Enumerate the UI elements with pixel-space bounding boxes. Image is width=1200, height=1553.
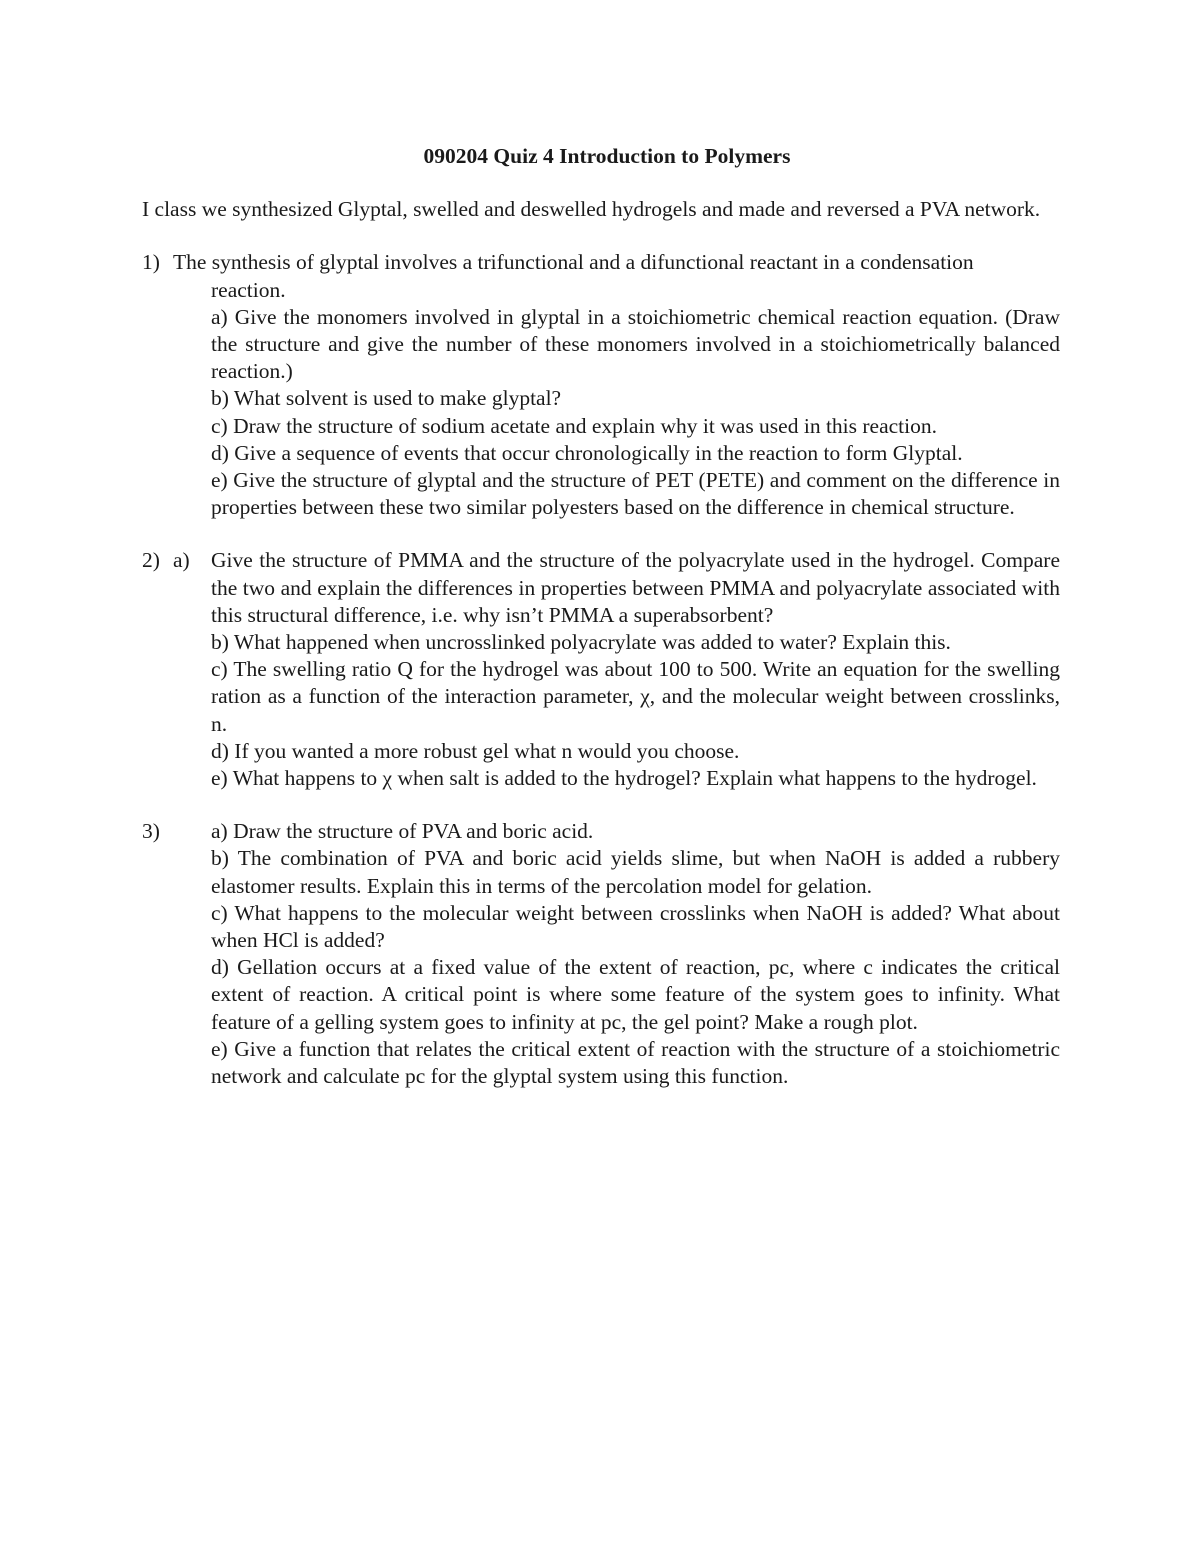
question-part-c: c) The swelling ratio Q for the hydrogel was about 100 to 500. Write an equation for the swelling ration as a function of the interaction parameter, χ, and the molecular weight between crosslinks, n. [211, 657, 1060, 736]
question-part-d: d) If you wanted a more robust gel what n would you choose. [211, 738, 740, 763]
question-part-d: d) Give a sequence of events that occur chronologically in the reaction to form Glyptal. [211, 440, 963, 465]
question-part-c: c) Draw the structure of sodium acetate and explain why it was used in this reaction. [211, 413, 937, 438]
question-part-e: e) What happens to χ when salt is added to the hydrogel? Explain what happens to the hydrogel. [211, 766, 1037, 791]
page-title: 090204 Quiz 4 Introduction to Polymers [423, 144, 791, 168]
question-part-e: e) Give the structure of glyptal and the structure of PET (PETE) and comment on the difference in properties between these two similar polyesters based on the difference in chemical structure. [211, 468, 1060, 520]
question-part-a: Give the structure of PMMA and the structure of the polyacrylate used in the hydrogel. Compare the two and explain the differences in properties between PMMA and polyacrylate associated with this structural difference, i.e. why isn’t PMMA a superabsorbent? [211, 548, 1060, 627]
question-parts [142, 304, 1060, 522]
question-part-b: b) What solvent is used to make glyptal? [211, 386, 562, 411]
question-part-e: e) Give a function that relates the critical extent of reaction with the structure of a stoichiometric network and calculate pc for the glyptal system using this function. [211, 1036, 1060, 1089]
question-2 [142, 547, 1060, 792]
question-number: 3) [142, 819, 160, 844]
question-number: 1) [142, 250, 160, 275]
question-stem: The synthesis of glyptal involves a trifunctional and a difunctional reactant in a condensation [173, 250, 974, 275]
question-number: 2) [142, 548, 160, 573]
quiz-page [142, 143, 1060, 1116]
question-part-c: c) What happens to the molecular weight between crosslinks when NaOH is added? What about when HCl is added? [211, 900, 1060, 953]
question-part-d: d) Gellation occurs at a fixed value of the extent of reaction, pc, where c indicates the critical extent of reaction. A critical point is where some feature of the system goes to infinity. What feature of a gelling system goes to infinity at pc, the gel point? Make a rough plot. [211, 955, 1060, 1034]
question-part-a: a) Draw the structure of PVA and boric acid. [211, 819, 594, 844]
intro-paragraph: I class we synthesized Glyptal, swelled and deswelled hydrogels and made and reversed a PVA network. [142, 197, 1041, 222]
question-3 [142, 818, 1060, 1090]
question-part-a-label: a) [173, 548, 190, 573]
question-part-b: b) The combination of PVA and boric acid yields slime, but when NaOH is added a rubbery elastomer results. Explain this in terms of the percolation model for gelation. [211, 846, 1060, 898]
question-stem-continued: reaction. [211, 277, 286, 302]
question-1 [142, 249, 1060, 521]
question-parts [142, 818, 1060, 1090]
question-parts [142, 547, 1060, 792]
question-part-a: a) Give the monomers involved in glyptal in a stoichiometric chemical reaction equation. (Draw the structure and give the number of these monomers involved in a stoichiometrically balanced reaction.) [211, 304, 1060, 384]
question-part-b: b) What happened when uncrosslinked polyacrylate was added to water? Explain this. [211, 630, 951, 655]
